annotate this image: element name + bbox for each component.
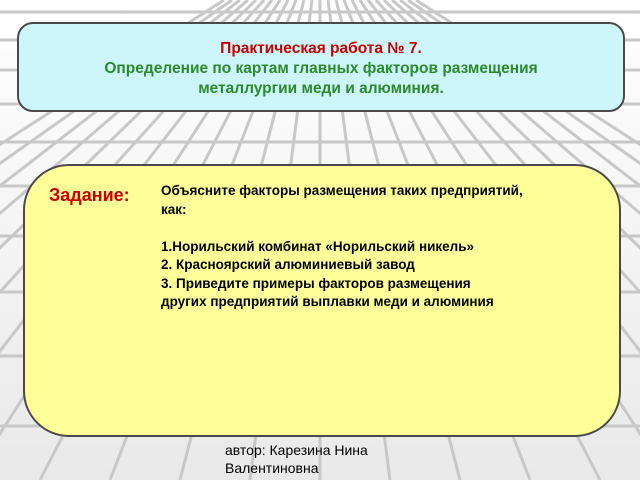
task-item: 3. Приведите примеры факторов размещения [161,275,471,291]
task-item: 2. Красноярский алюминиевый завод [161,257,415,272]
author-line-2: Валентиновна [225,460,319,476]
task-item: 1.Норильский комбинат «Норильский никель» [161,238,475,254]
title-box [17,22,625,112]
task-spacer [161,219,601,238]
task-intro-line-1: Объясните факторы размещения таких предприятий, [161,183,523,198]
task-item: других предприятий выплавки меди и алюминия [161,294,494,309]
task-intro-line-2: как: [161,201,187,217]
title-line-2: Определение по картам главных факторов размещения [104,60,538,77]
author-line-1: автор: Карезина Нина [225,442,368,458]
title-line-1: Практическая работа № 7. [220,40,422,57]
author-credit [225,441,465,477]
task-label: Задание: [49,185,130,205]
task-text [161,182,601,312]
title-line-3: металлургии меди и алюминия. [198,80,444,97]
